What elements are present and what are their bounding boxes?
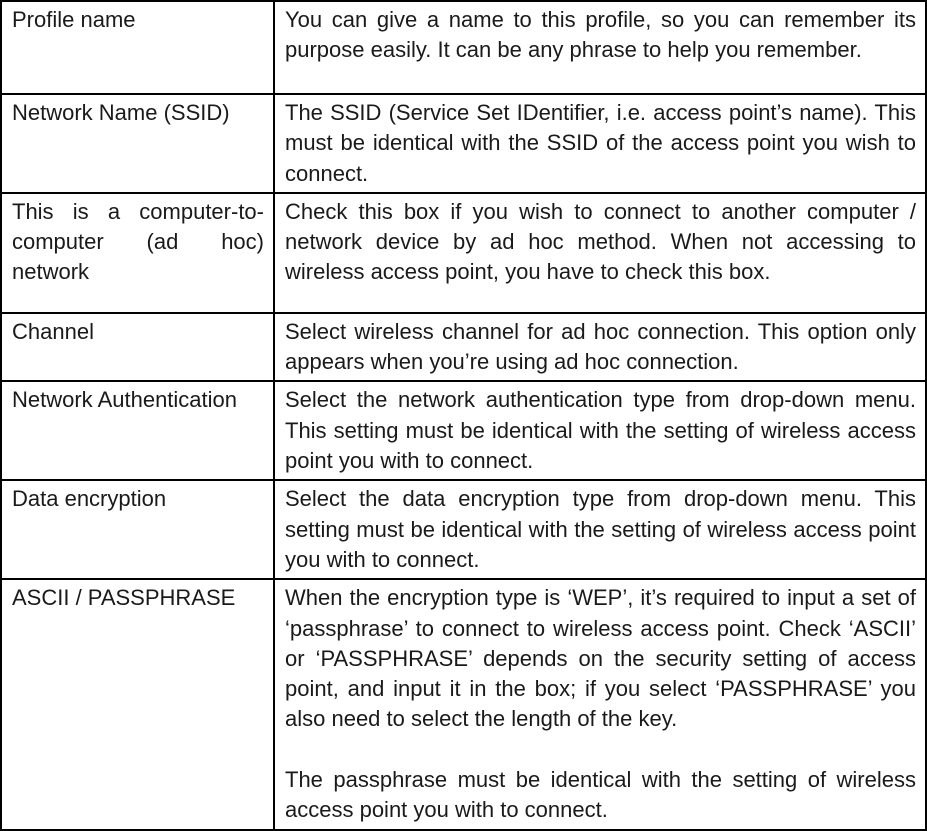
- description-text: Select wireless channel for ad hoc connection. This option only appears when you’re using ad hoc connection.: [285, 318, 916, 375]
- term-cell: [1, 313, 274, 382]
- term-cell: [1, 480, 274, 579]
- term-cell: [1, 579, 274, 829]
- term-label: Channel: [12, 318, 94, 344]
- description-cell: [274, 480, 926, 579]
- term-cell: [1, 1, 274, 94]
- term-cell: [1, 94, 274, 193]
- term-label: Data encryption: [12, 486, 167, 512]
- table-row: [1, 193, 926, 313]
- term-label: Profile name: [12, 7, 136, 32]
- table-row: [1, 579, 926, 829]
- table-row: [1, 381, 926, 480]
- description-cell: [274, 381, 926, 480]
- term-label: Network Authentication: [12, 387, 238, 413]
- table-row: [1, 94, 926, 193]
- description-cell: [274, 313, 926, 382]
- description-text: The SSID (Service Set IDentifier, i.e. access point’s name). This must be identical with the SSID of the access point you wish to connect.: [285, 100, 916, 186]
- description-text: Check this box if you wish to connect to another computer / network device by ad hoc method. When not accessing to wireless access point, you have to check this box.: [285, 198, 916, 285]
- description-text: Select the data encryption type from drop-down menu. This setting must be identical with the setting of wireless access point you with to connect.: [285, 486, 916, 572]
- description-text: Select the network authentication type from drop-down menu. This setting must be identical with the setting of wireless access point you with to connect.: [285, 387, 916, 474]
- table-row: [1, 480, 926, 579]
- description-cell: [274, 1, 926, 94]
- description-text: When the encryption type is ‘WEP’, it’s required to input a set of ‘passphrase’ to connect to wireless access point. Check ‘ASCII’ or ‘PASSPHRASE’ depends on the security setting of access point, and input it in the box; if you select ‘PASSPHRASE’ you also need to select the length of the key.: [285, 585, 916, 732]
- term-cell: [1, 193, 274, 313]
- term-label: Network Name (SSID): [12, 100, 230, 125]
- description-text: The passphrase must be identical with the setting of wireless access point you with to connect.: [285, 767, 916, 823]
- term-label: ASCII / PASSPHRASE: [12, 585, 236, 611]
- description-text: You can give a name to this profile, so you can remember its purpose easily. It can be any phrase to help you remember.: [285, 7, 916, 63]
- table-row: [1, 1, 926, 94]
- description-cell: [274, 579, 926, 829]
- term-label: This is a computer-to-computer (ad hoc) network: [12, 198, 264, 285]
- table-row: [1, 313, 926, 382]
- description-cell: [274, 94, 926, 193]
- term-cell: [1, 381, 274, 480]
- description-cell: [274, 193, 926, 313]
